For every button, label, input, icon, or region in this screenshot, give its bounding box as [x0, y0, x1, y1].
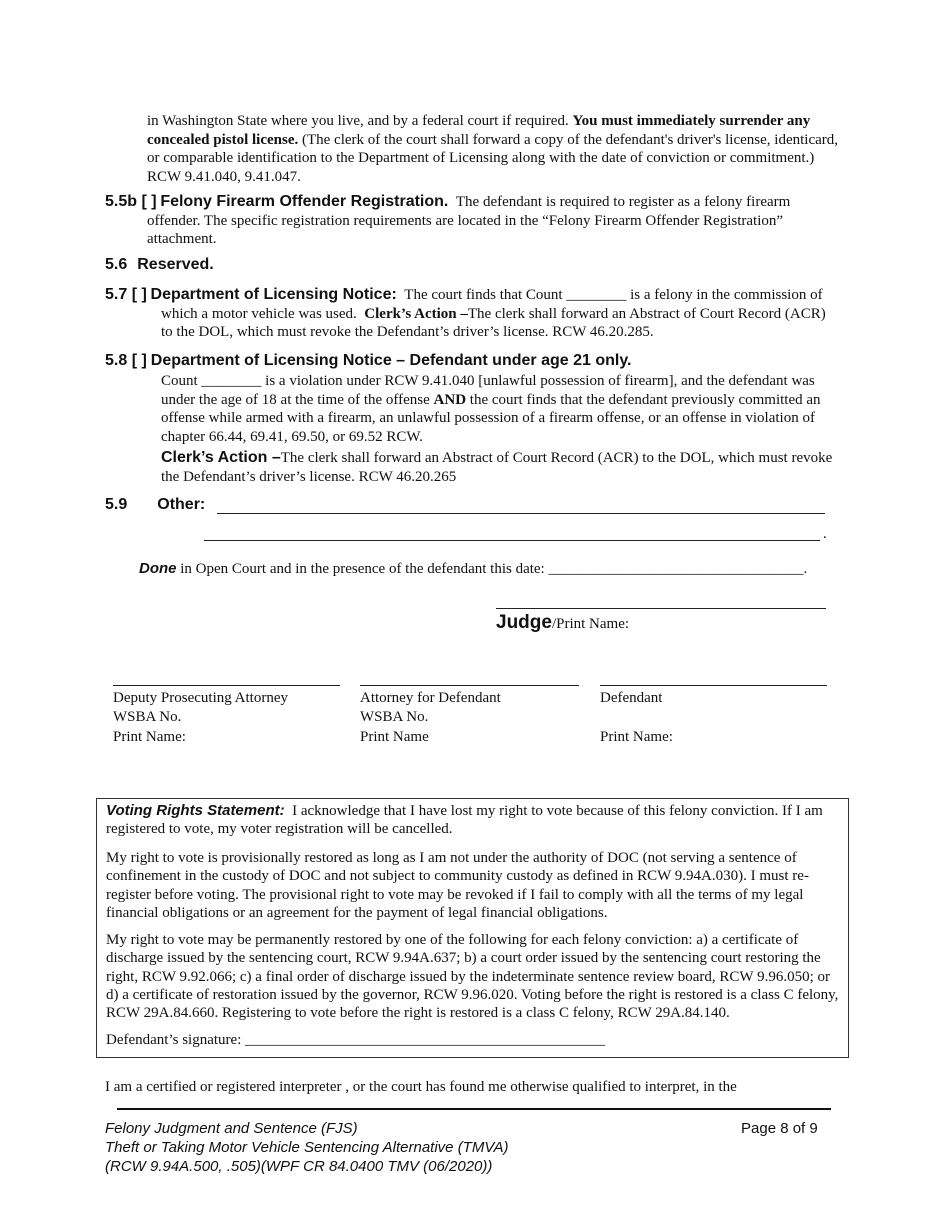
- interpreter-statement: I am a certified or registered interpreter , or the court has found me otherwise qualified to interpret, in the: [105, 1079, 737, 1095]
- done-statement: Done in Open Court and in the presence of the defendant this date: __________________________________.: [139, 560, 808, 577]
- section-title: Felony Firearm Offender Registration.: [160, 193, 449, 210]
- defendant-signature-line[interactable]: [600, 685, 827, 686]
- voting-rights-box: [96, 798, 849, 1058]
- defendant-signature-block: Defendant Print Name:: [600, 690, 673, 745]
- section-number: 5.5b [ ]: [105, 193, 157, 210]
- section-5-6: 5.6 Reserved.: [105, 256, 214, 273]
- section-5-9: 5.9 Other:: [105, 496, 206, 513]
- voting-rights-p2: My right to vote is provisionally restored as long as I am not under the authority of DOC (not serving a sentence of confinement in the custody of DOC and not subject to community custody as defined in RCW 9.94A.030). I must re-register before voting. The provisional right to vote may be revoked if I fail to comply with all the terms of my legal financial obligations or an agreement for the payment of legal financial obligations.: [106, 850, 809, 921]
- prosecutor-signature-block: Deputy Prosecuting Attorney WSBA No. Print Name:: [113, 690, 288, 745]
- voting-rights-p1: Voting Rights Statement: I acknowledge that I have lost my right to vote because of this felony conviction. If I am registered to vote, my voter registration will be cancelled.: [106, 802, 823, 838]
- prosecutor-signature-line[interactable]: [113, 685, 340, 686]
- section-5-8-body: Count ________ is a violation under RCW 9.41.040 [unlawful possession of firearm], and the defendant was under the age of 18 at the time of the offense AND the court finds that the defendant previously committed an offense while armed with a firearm, an unlawful possession of a firearm offense, or an offense in violation of chapter 66.44, 69.41, 69.50, or 69.52 RCW.: [161, 373, 821, 445]
- section-5-8-heading: 5.8 [ ] Department of Licensing Notice – Defendant under age 21 only.: [105, 352, 632, 369]
- footer-rule: [117, 1108, 831, 1110]
- other-period: .: [823, 526, 827, 542]
- judge-signature-line[interactable]: [496, 608, 826, 609]
- section-number: 5.7 [ ]: [105, 286, 147, 303]
- footer-doc-title: Felony Judgment and Sentence (FJS) Theft or Taking Motor Vehicle Sentencing Alternative (TMVA) (RCW 9.94A.500, .505)(WPF CR 84.0400 TMV (06/2020)): [105, 1120, 509, 1175]
- defense-attorney-signature-block: Attorney for Defendant WSBA No. Print Name: [360, 690, 501, 745]
- other-line-1[interactable]: [217, 513, 825, 514]
- continuation-paragraph: in Washington State where you live, and by a federal court if required. You must immediately surrender any concealed pistol license. (The clerk of the court shall forward a copy of the defendant's driver's license, identicard, or comparable identification to the Department of Licensing along with the date of conviction or commitment.) RCW 9.41.040, 9.41.047.: [147, 113, 839, 185]
- section-5-7: 5.7 [ ] Department of Licensing Notice: The court finds that Count ________ is a felony in the commission of which a motor vehicle was used. Clerk’s Action –The clerk shall forward an Abstract of Court Record (ACR) to the DOL, which must revoke the Defendant’s driver’s license. RCW 46.20.285.: [105, 286, 826, 340]
- section-title: Department of Licensing Notice:: [150, 286, 397, 303]
- other-line-2[interactable]: [204, 540, 820, 541]
- defense-attorney-signature-line[interactable]: [360, 685, 579, 686]
- judge-label: Judge/Print Name:: [496, 612, 630, 633]
- voting-rights-p3: My right to vote may be permanently restored by one of the following for each felony conviction: a) a certificate of discharge issued by the sentencing court, RCW 9.94A.637; b) a court order issued by the sentencing court restoring the right, RCW 9.92.066; c) a final order of discharge issued by the indeterminate sentence review board, RCW 9.96.050; or d) a certificate of restoration issued by the governor, RCW 9.96.020. Voting before the right is restored is a class C felony, RCW 29A.84.660. Registering to vote before the right is restored is a class C felony, RCW 29A.84.140.: [106, 932, 839, 1022]
- page-number: Page 8 of 9: [741, 1120, 818, 1137]
- section-5-5b: 5.5b [ ] Felony Firearm Offender Registration. The defendant is required to register as a felony firearm offender. The specific registration requirements are located in the “Felony Firearm Offender Registration” attachment.: [105, 193, 791, 247]
- section-5-8-clerk: Clerk’s Action –The clerk shall forward an Abstract of Court Record (ACR) to the DOL, which must revoke the Defendant’s driver’s license. RCW 46.20.265: [161, 449, 833, 485]
- defendant-signature-field[interactable]: Defendant’s signature: ________________________________________________: [106, 1032, 606, 1048]
